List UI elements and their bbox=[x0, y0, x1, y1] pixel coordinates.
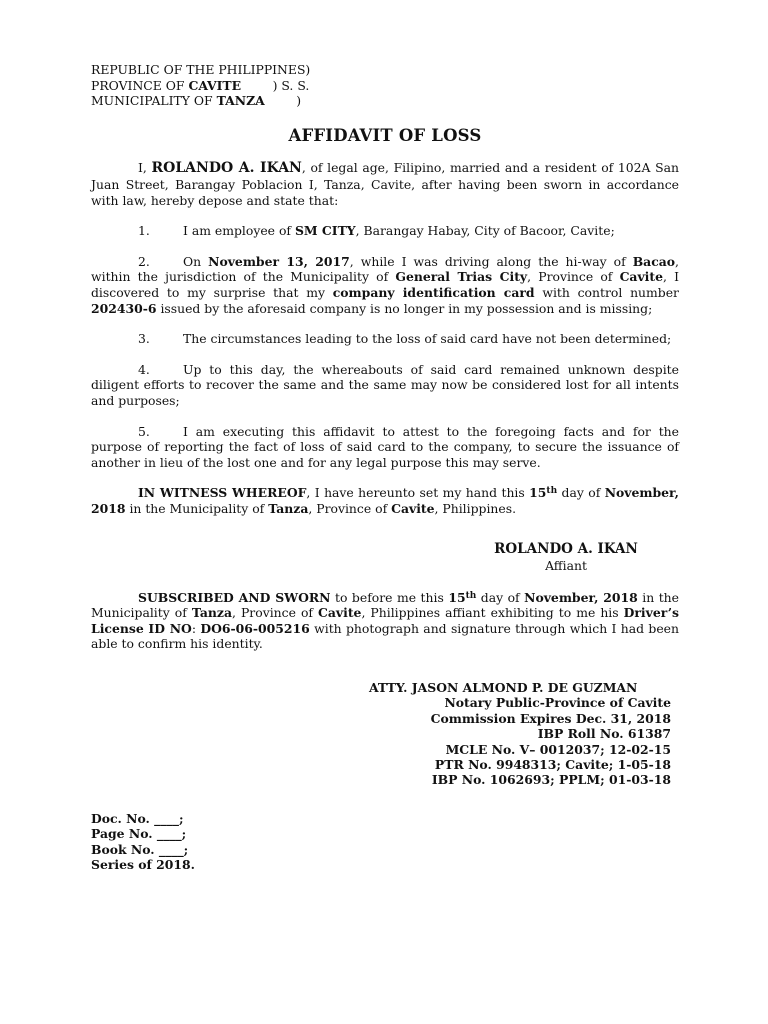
item-5: 5. I am executing this affidavit to attest to the foregoing facts and for the purpose of reporting the fact of loss of said card to the company, to secure the issuance of another in lieu of the lost one and for any legal purpose this may serve. bbox=[91, 423, 679, 470]
notary-commission: Commission Expires Dec. 31, 2018 bbox=[430, 710, 671, 726]
intro-paragraph: I, ROLANDO A. IKAN, of legal age, Filipino, married and a resident of 102A San Juan Street, Barangay Poblacion I, Tanza, Cavite, after having been sworn in accordance with law, hereby depose and state that: bbox=[91, 160, 680, 208]
item-3: 3. The circumstances leading to the loss of said card have not been determined; bbox=[138, 331, 672, 347]
notary-ibp-roll: IBP Roll No. 61387 bbox=[537, 726, 671, 742]
affidavit-document bbox=[91, 62, 679, 873]
affiant-role: Affiant bbox=[545, 558, 587, 574]
document-title: AFFIDAVIT OF LOSS bbox=[288, 125, 482, 145]
notary-ibp-no: IBP No. 1062693; PPLM; 01-03-18 bbox=[431, 772, 671, 788]
notary-mcle: MCLE No. V– 0012037; 12-02-15 bbox=[445, 741, 671, 757]
affiant-signature-block bbox=[466, 542, 666, 573]
notary-ptr: PTR No. 9948313; Cavite; 1-05-18 bbox=[434, 757, 671, 773]
venue-municipality: MUNICIPALITY OF TANZA ) bbox=[91, 93, 302, 109]
affiant-name: ROLANDO A. IKAN bbox=[494, 541, 638, 558]
jurat-paragraph: SUBSCRIBED AND SWORN to before me this 15th day of November, 2018 in the Municipality of Tanza, Province of Cavite, Philippines affiant exhibiting to me his Driver’s License ID NO: DO6-06-005216 with photograph and signature through which I had been able to confirm his identity. bbox=[91, 589, 679, 652]
item-4: 4. Up to this day, the whereabouts of said card remained unknown despite diligent efforts to recover the same and the same may now be considered lost for all intents and purposes; bbox=[91, 361, 679, 408]
notarial-register bbox=[91, 811, 679, 873]
venue-republic: REPUBLIC OF THE PHILIPPINES) bbox=[91, 62, 311, 77]
item-2: 2. On November 13, 2017, while I was driving along the hi-way of Bacao, within the jurisdiction of the Municipality of General Trias City, Province of Cavite, I discovered to my surprise that my company identification card with control number 202430-6 issued by the aforesaid company is no longer in my possession and is missing; bbox=[91, 253, 679, 316]
notary-block bbox=[361, 680, 671, 788]
venue-header bbox=[91, 62, 679, 109]
notary-name: ATTY. JASON ALMOND P. DE GUZMAN bbox=[369, 680, 638, 696]
witness-clause: IN WITNESS WHEREOF, I have hereunto set my hand this 15th day of November, 2018 in the Municipality of Tanza, Province of Cavite, Philippines. bbox=[91, 485, 679, 516]
notary-title: Notary Public-Province of Cavite bbox=[444, 695, 671, 711]
book-no: Book No. ____; bbox=[91, 841, 189, 857]
doc-no: Doc. No. ____; bbox=[91, 810, 184, 826]
venue-province: PROVINCE OF CAVITE ) S. S. bbox=[91, 77, 310, 93]
item-1: 1. I am employee of SM CITY, Barangay Habay, City of Bacoor, Cavite; bbox=[138, 223, 615, 239]
series: Series of 2018. bbox=[91, 857, 195, 873]
page-no: Page No. ____; bbox=[91, 826, 187, 842]
affiant-name-inline: ROLANDO A. IKAN bbox=[151, 160, 302, 177]
